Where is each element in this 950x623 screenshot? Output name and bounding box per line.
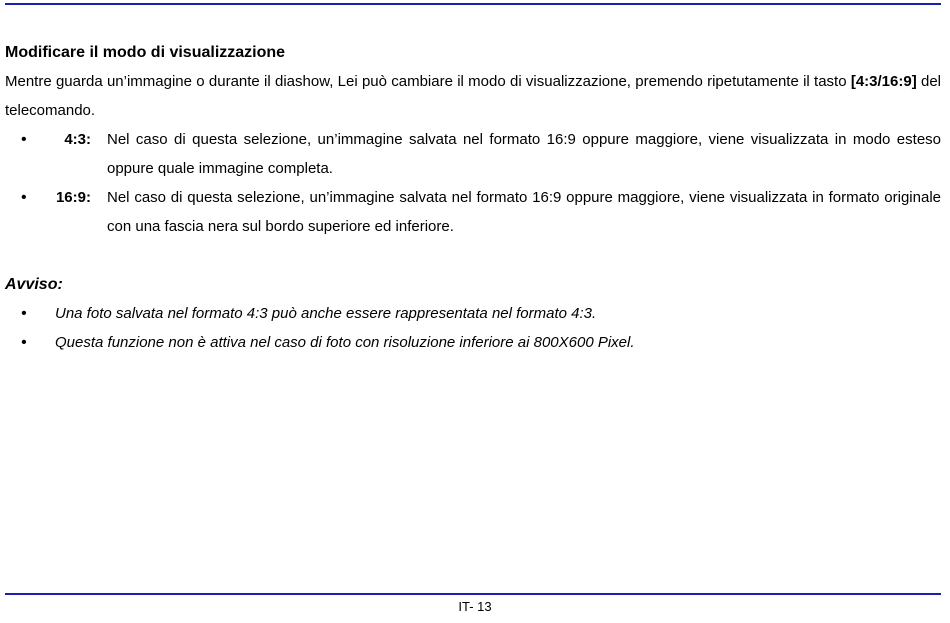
remote-key-label: [4:3/16:9]	[850, 73, 917, 90]
bullet-text: Nel caso di questa selezione, un’immagine salvata nel formato 16:9 oppure maggiore, viene visualizzata in formato originale con una fascia nera sul bordo superiore ed inferiore.	[107, 189, 941, 235]
bullet-icon: •	[21, 189, 27, 206]
bottom-rule	[5, 593, 941, 595]
bullet-item-4-3	[5, 125, 941, 183]
notice-title: Avviso:	[5, 276, 63, 293]
intro-text: Mentre guarda un’immagine o durante il diashow, Lei può cambiare il modo di visualizzazione, premendo ripetutamente il tasto	[5, 73, 851, 90]
notice-text: Una foto salvata nel formato 4:3 può anche essere rappresentata nel formato 4:3.	[55, 305, 597, 322]
intro-paragraph	[5, 67, 941, 125]
section-heading: Modificare il modo di visualizzazione	[5, 44, 286, 61]
notice-item	[5, 328, 941, 357]
bullet-item-16-9	[5, 183, 941, 241]
page-number: IT- 13	[458, 599, 492, 614]
top-rule	[5, 3, 941, 5]
bullet-icon: •	[21, 305, 27, 322]
page-content	[5, 38, 941, 357]
bullet-text: Nel caso di questa selezione, un’immagine salvata nel formato 16:9 oppure maggiore, viene visualizzata in modo esteso oppure quale immagine completa.	[107, 131, 941, 177]
notice-text: Questa funzione non è attiva nel caso di foto con risoluzione inferiore ai 800X600 Pixel.	[55, 334, 635, 351]
bullet-icon: •	[21, 131, 27, 148]
intro-tail: del telecomando.	[5, 73, 942, 119]
spacer	[5, 241, 941, 270]
bullet-icon: •	[21, 334, 27, 351]
bullet-term: 16:9:	[55, 189, 91, 206]
notice-item	[5, 299, 941, 328]
bullet-term: 4:3:	[64, 131, 91, 148]
